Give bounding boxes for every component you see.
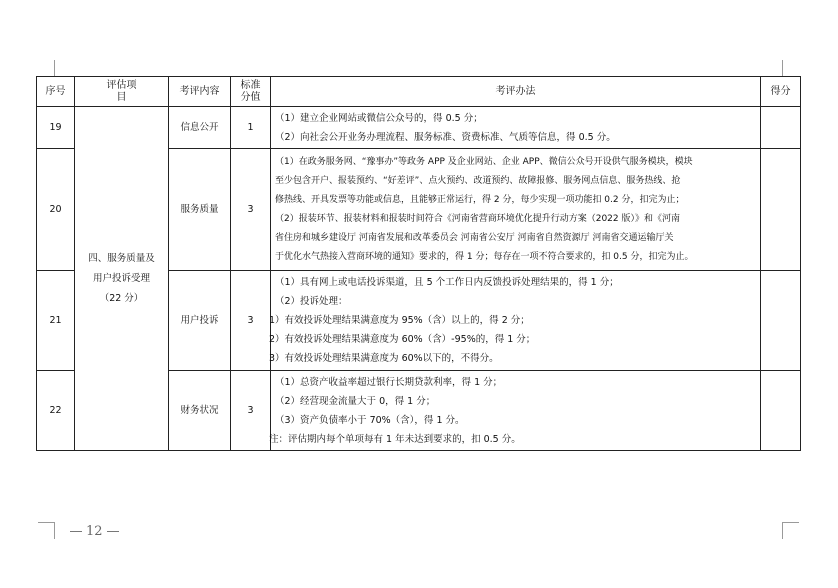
- row-no: 19: [37, 107, 75, 149]
- header-item-text: 评估项目: [106, 79, 137, 103]
- category-cell: [75, 107, 169, 451]
- page-number: 12: [86, 524, 103, 539]
- row-no: 20: [37, 149, 75, 271]
- row-points: [761, 371, 801, 451]
- row-points: [761, 149, 801, 271]
- header-cell-points: 得分: [761, 77, 801, 107]
- method-line: （2）经营现金流量大于 0，得 1 分；: [275, 395, 436, 407]
- row-content: 用户投诉: [169, 271, 231, 371]
- method-line: （2）向社会公开业务办理流程、服务标准、资费标准、气质等信息，得 0.5 分。: [275, 131, 616, 143]
- method-line: （1）具有网上或电话投诉渠道，且 5 个工作日内反馈投诉处理结果的，得 1 分；: [275, 277, 619, 288]
- row-points: [761, 107, 801, 149]
- header-score-text: 标准分值: [240, 79, 261, 103]
- crop-mark-bottom-right: [782, 522, 799, 539]
- header-cell-score: [231, 77, 271, 107]
- row-score: 3: [231, 149, 271, 271]
- header-cell-method: 考评办法: [271, 77, 761, 107]
- method-line: （3）资产负债率小于 70%（含），得 1 分。: [275, 414, 465, 426]
- row-score: 1: [231, 107, 271, 149]
- page-number-dash-right: [107, 531, 119, 532]
- row-no: 21: [37, 271, 75, 371]
- crop-mark-top-right: [782, 60, 799, 77]
- header-cell-item: [75, 77, 169, 107]
- page-footer: [66, 524, 123, 539]
- row-content: 信息公开: [169, 107, 231, 149]
- row-content: 服务质量: [169, 149, 231, 271]
- table-header-row: [37, 77, 801, 107]
- row-method: [271, 149, 761, 271]
- row-method: [271, 271, 761, 371]
- method-line: 修热线、开具发票等功能或信息，且能够正常运行，得 2 分，每少实现一项功能扣 0.2 分，扣完为止；: [275, 194, 685, 205]
- method-line: 1）有效投诉处理结果满意度为 95%（含）以上的，得 2 分；: [269, 315, 530, 326]
- page-number-dash-left: [70, 531, 82, 532]
- category-line-2: 用户投诉受理: [92, 272, 150, 284]
- method-line: （2）报装环节、报装材料和报装时间符合《河南省营商环境优化提升行动方案（2022 版）》和《河南: [275, 213, 680, 224]
- row-score: 3: [231, 271, 271, 371]
- evaluation-table: [36, 76, 801, 451]
- row-method: [271, 107, 761, 149]
- method-line: 3）有效投诉处理结果满意度为 60%以下的，不得分。: [269, 353, 499, 364]
- method-line: （1）在政务服务网、“豫事办”等政务 APP 及企业网站、企业 APP、微信公众号开设供气服务模块，模块: [275, 156, 693, 167]
- method-line: 于优化水气热接入营商环境的通知》要求的，得 1 分；每存在一项不符合要求的，扣 0.5 分，扣完为止。: [275, 251, 694, 262]
- method-line: （1）总资产收益率超过银行长期贷款利率，得 1 分；: [275, 376, 503, 388]
- row-method: [271, 371, 761, 451]
- table-row: [37, 107, 801, 149]
- header-cell-content: 考评内容: [169, 77, 231, 107]
- category-line-3: （22 分）: [99, 292, 144, 304]
- method-line: 省住房和城乡建设厅 河南省发展和改革委员会 河南省公安厅 河南省自然资源厅 河南省交通运输厅关: [275, 232, 674, 243]
- row-content: 财务状况: [169, 371, 231, 451]
- row-score: 3: [231, 371, 271, 451]
- crop-mark-bottom-left: [38, 522, 55, 539]
- crop-mark-top-left: [38, 60, 55, 77]
- method-line: （1）建立企业网站或微信公众号的，得 0.5 分；: [275, 112, 483, 124]
- category-line-1: 四、服务质量及: [88, 252, 155, 264]
- method-line: 2）有效投诉处理结果满意度为 60%（含）-95%的，得 1 分；: [269, 334, 536, 345]
- row-no: 22: [37, 371, 75, 451]
- method-line: （2）投诉处理：: [275, 296, 348, 307]
- row-points: [761, 271, 801, 371]
- method-line: 注：评估期内每个单项每有 1 年未达到要求的，扣 0.5 分。: [269, 433, 521, 445]
- header-cell-no: 序号: [37, 77, 75, 107]
- method-line: 至少包含开户、报装预约、“好差评”、点火预约、改道预约、故障报修、服务网点信息、服务热线、抢: [275, 175, 681, 186]
